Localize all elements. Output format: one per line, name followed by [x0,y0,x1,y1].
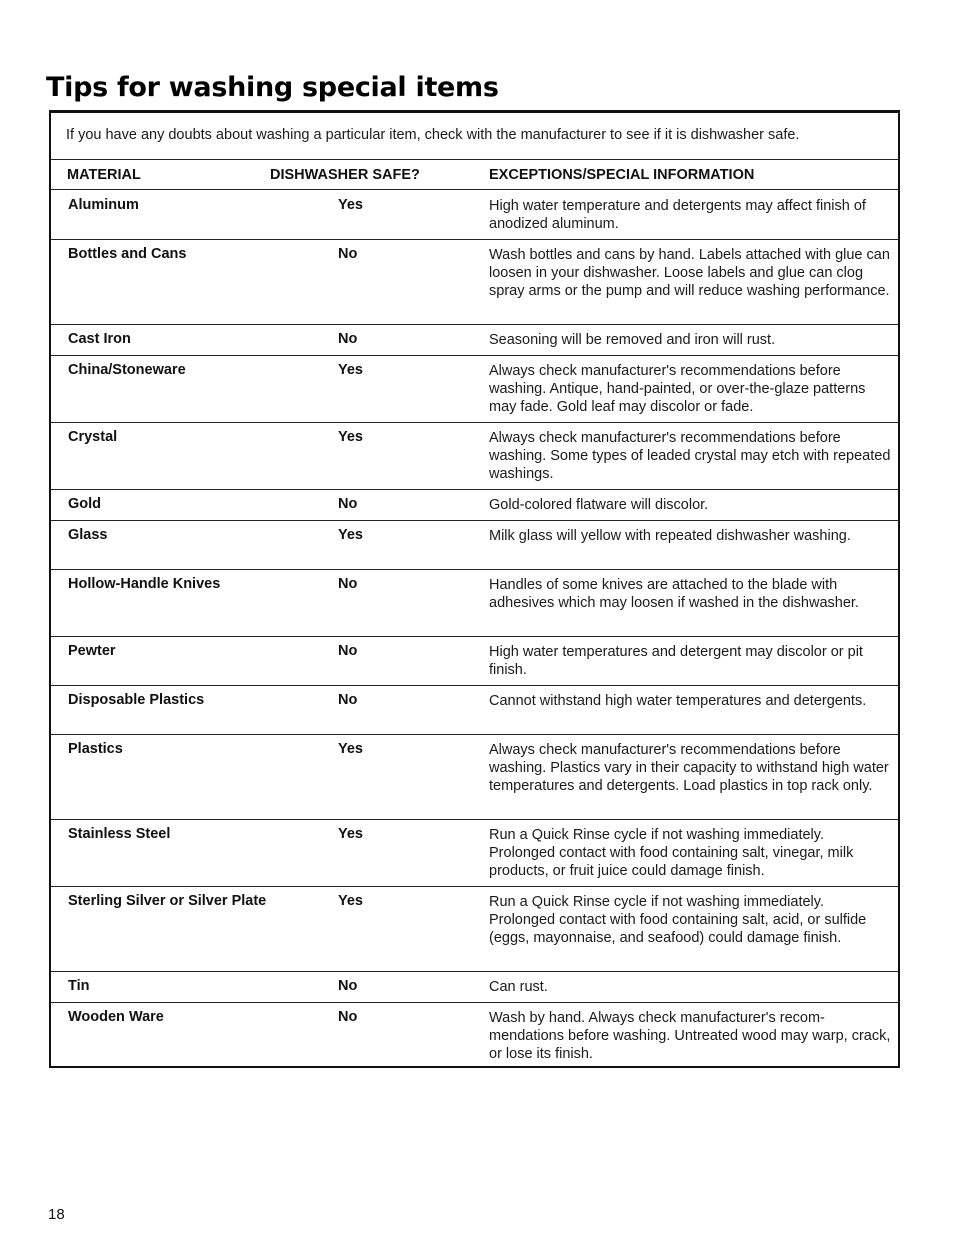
exceptions-cell: High water temperatures and detergent may discolor or pit finish. [489,644,863,679]
exceptions-cell: High water temperature and detergents may affect finish of anodized aluminum. [489,198,866,233]
material-cell: Tin [68,978,90,994]
dishwasher-safe-cell: No [338,496,358,512]
exceptions-cell: Milk glass will yellow with repeated dishwasher washing. [489,528,851,544]
dishwasher-safe-cell: Yes [338,741,363,757]
exceptions-cell: Wash by hand. Always check manufacturer's recom-mendations before washing. Untreated wood may warp, crack, or lose its finish. [489,1010,891,1063]
material-cell: Aluminum [68,197,139,213]
exceptions-cell: Cannot withstand high water temperatures and detergents. [489,693,867,709]
exceptions-cell: Run a Quick Rinse cycle if not washing immediately. Prolonged contact with food containing salt, acid, or sulfide (eggs, mayonnaise, and seafood) could damage finish. [489,894,867,947]
table-row [51,422,898,490]
material-cell: Disposable Plastics [68,692,205,708]
table-row [51,886,898,972]
material-cell: Gold [68,496,102,512]
exceptions-cell: Always check manufacturer's recommendations before washing. Some types of leaded crystal may etch with repeated washings. [489,430,891,483]
material-cell: Crystal [68,429,118,445]
table-row [51,569,898,637]
exceptions-cell: Always check manufacturer's recommendations before washing. Plastics vary in their capacity to withstand high water temperatures and detergents. Load plastics in top rack only. [489,742,889,795]
exceptions-cell: Run a Quick Rinse cycle if not washing immediately. Prolonged contact with food containing salt, vinegar, milk products, or fruit juice could damage finish. [489,827,854,880]
dishwasher-safe-cell: No [338,576,358,592]
column-header-material: MATERIAL [67,167,141,183]
exceptions-cell: Seasoning will be removed and iron will rust. [489,332,776,348]
dishwasher-safe-cell: No [338,1009,358,1025]
exceptions-cell: Handles of some knives are attached to the blade with adhesives which may loosen if washed in the dishwasher. [489,577,859,612]
material-cell: Plastics [68,741,123,757]
table-row [51,324,898,356]
material-cell: Wooden Ware [68,1009,164,1025]
table-row [51,819,898,887]
dishwasher-safe-cell: Yes [338,197,363,213]
exceptions-cell: Always check manufacturer's recommendations before washing. Antique, hand-painted, or over-the-glaze patterns may fade. Gold leaf may discolor or fade. [489,363,866,416]
table-row [51,971,898,1003]
material-cell: China/Stoneware [68,362,186,378]
material-cell: Glass [68,527,108,543]
table-row [51,1002,898,1066]
material-cell: Sterling Silver or Silver Plate [68,893,267,909]
exceptions-cell: Gold-colored flatware will discolor. [489,497,709,513]
table-row [51,734,898,820]
dishwasher-safe-cell: No [338,331,358,347]
tips-table [49,110,900,1068]
table-row [51,520,898,570]
table-header [51,159,898,190]
dishwasher-safe-cell: Yes [338,429,363,445]
column-header-dishwasher-safe: DISHWASHER SAFE? [270,167,420,183]
dishwasher-safe-cell: Yes [338,362,363,378]
page-number: 18 [48,1206,65,1223]
material-cell: Pewter [68,643,116,659]
material-cell: Bottles and Cans [68,246,187,262]
table-row [51,239,898,325]
table-row [51,489,898,521]
page-title: Tips for washing special items [46,72,499,103]
table-row [51,355,898,423]
dishwasher-safe-cell: No [338,246,358,262]
dishwasher-safe-cell: No [338,643,358,659]
dishwasher-safe-cell: Yes [338,527,363,543]
material-cell: Cast Iron [68,331,131,347]
table-row [51,636,898,686]
intro-text: If you have any doubts about washing a particular item, check with the manufacturer to see if it is dishwasher safe. [66,127,800,143]
table-row [51,190,898,240]
dishwasher-safe-cell: Yes [338,826,363,842]
material-cell: Hollow-Handle Knives [68,576,221,592]
dishwasher-safe-cell: No [338,692,358,708]
exceptions-cell: Can rust. [489,979,548,995]
dishwasher-safe-cell: Yes [338,893,363,909]
dishwasher-safe-cell: No [338,978,358,994]
table-row [51,685,898,735]
material-cell: Stainless Steel [68,826,171,842]
column-header-exceptions: EXCEPTIONS/SPECIAL INFORMATION [489,167,755,183]
exceptions-cell: Wash bottles and cans by hand. Labels attached with glue can loosen in your dishwasher. Loose labels and glue can clog spray arms or the pump and will reduce washing performance. [489,247,890,300]
